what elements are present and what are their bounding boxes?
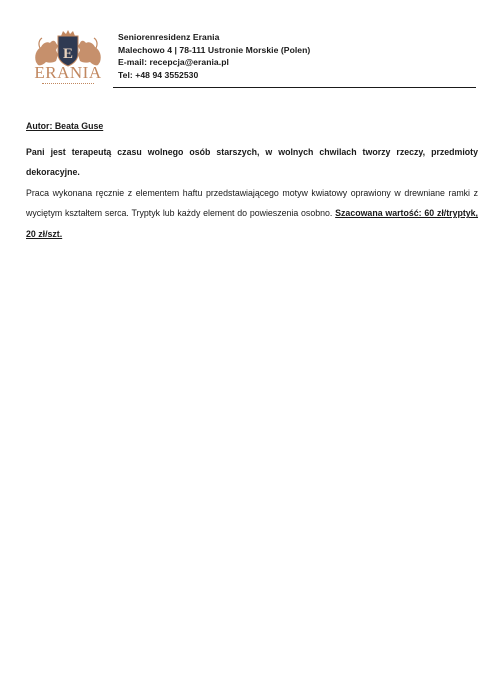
logo-tagline-line [42, 83, 94, 84]
description-paragraph [26, 183, 478, 244]
description-text: Praca wykonana ręcznie z elementem haftu przedstawiającego motyw kwiatowy oprawiony w drewniane ramki z wyciętym kształtem serca. Tryptyk lub każdy element do powieszenia osobno. [26, 187, 478, 219]
header-divider [113, 87, 476, 88]
erania-logo [28, 28, 108, 88]
intro-paragraph: Pani jest terapeutą czasu wolnego osób starszych, w wolnych chwilach tworzy rzeczy, przedmioty dekoracyjne. [26, 147, 478, 178]
estimated-value: Szacowana wartość: 60 zł/tryptyk, 20 zł/szt. [26, 208, 479, 239]
document-body [26, 121, 478, 244]
logo-wordmark: ERANIA [34, 63, 102, 82]
org-name: Seniorenresidenz Erania [118, 32, 220, 42]
svg-text:E: E [62, 46, 74, 62]
author-line: Autor: Beata Guse [26, 121, 104, 131]
email: E-mail: recepcja@erania.pl [118, 57, 229, 68]
phone: Tel: +48 94 3552530 [118, 69, 199, 80]
address: Malechowo 4 | 78-111 Ustronie Morskie (Polen) [118, 44, 311, 55]
header-contact-block [118, 31, 310, 81]
